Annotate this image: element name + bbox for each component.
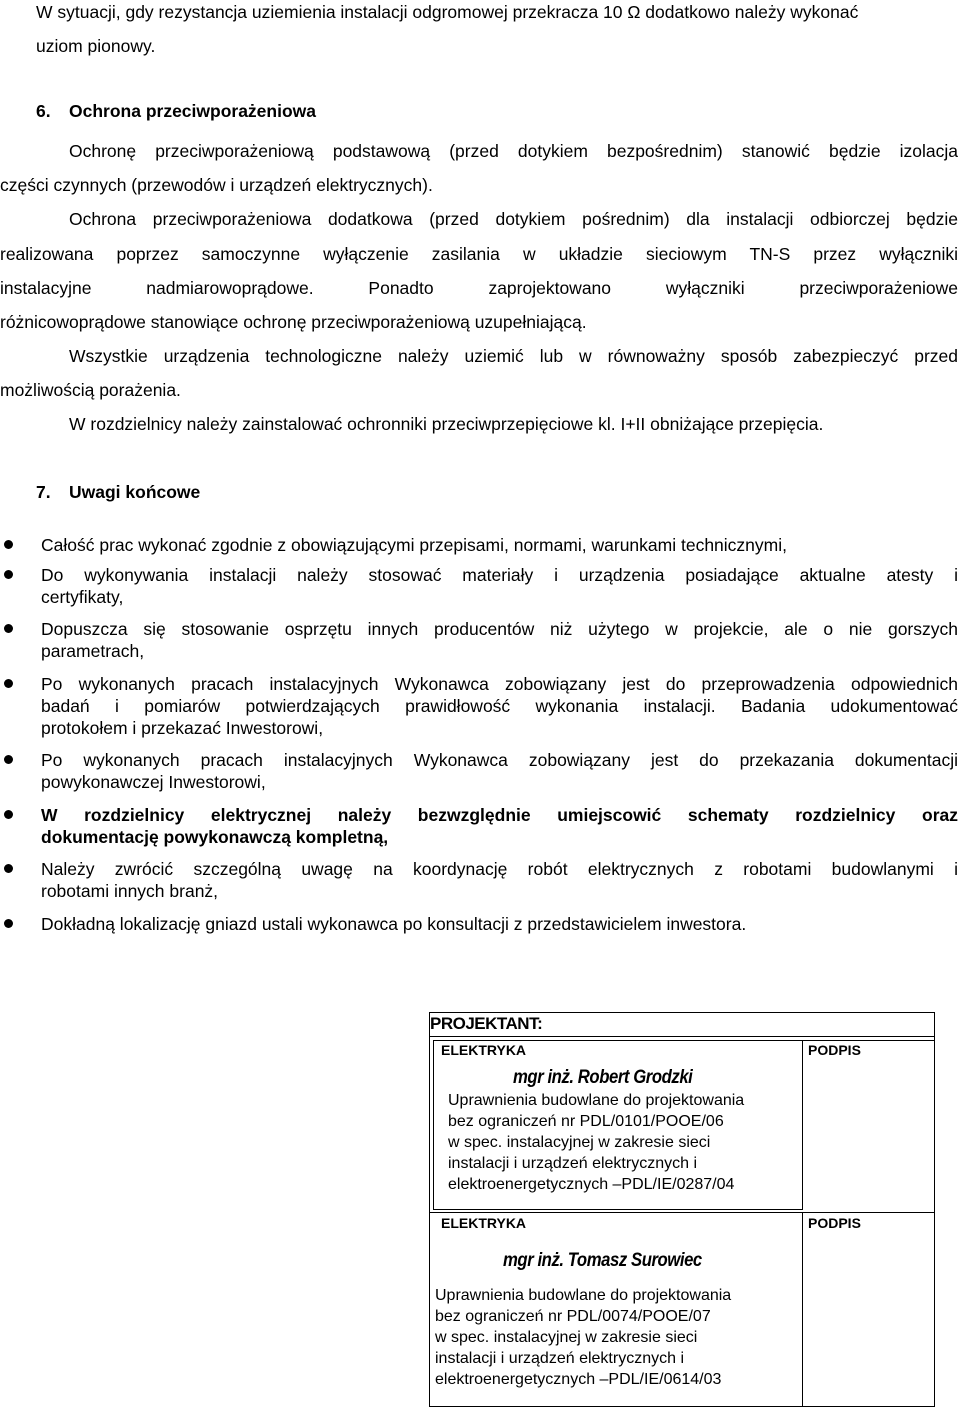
list-item-line-1: Dokładną lokalizację gniazd ustali wykonawca po konsultacji z przedstawicielem inwestora. — [41, 914, 747, 934]
list-item-line-1: Po wykonanych pracach instalacyjnych Wykonawca zobowiązany jest do przeprowadzenia odpowiednich — [41, 674, 958, 694]
intro-line-1: W sytuacji, gdy rezystancja uziemienia instalacji odgromowej przekracza 10 Ω dodatkowo należy wykonać — [36, 2, 859, 22]
list-item-line-1: Dopuszcza się stosowanie osprzętu innych producentów niż użytego w projekcie, ale o nie gorszych — [41, 619, 958, 639]
designer-name: mgr inż. Robert Grodzki — [513, 1067, 693, 1088]
bullet-icon — [4, 540, 13, 549]
sign-label: PODPIS — [808, 1042, 861, 1058]
bullet-icon — [4, 570, 13, 579]
qualification-line: elektroenergetycznych –PDL/IE/0614/03 — [435, 1371, 722, 1388]
branch-label: ELEKTRYKA — [441, 1042, 527, 1058]
qualification-line: w spec. instalacyjnej w zakresie sieci — [435, 1329, 698, 1346]
list-item-line-3: protokołem i przekazać Inwestorowi, — [41, 718, 324, 738]
header-divider — [429, 1036, 934, 1037]
s6-p2-line-3: instalacyjne nadmiarowoprądowe. Ponadto zaprojektowano wyłączniki przeciwporażeniowe — [0, 278, 958, 298]
bullet-icon — [4, 624, 13, 633]
bullet-icon — [4, 755, 13, 764]
qualifications — [448, 1090, 744, 1195]
s6-p2-line-4: różnicowoprądowe stanowiące ochronę przeciwporażeniową uzupełniającą. — [0, 312, 587, 332]
list-item-line-2: powykonawczej Inwestorowi, — [41, 772, 266, 792]
list-item-line-1: Po wykonanych pracach instalacyjnych Wykonawca zobowiązany jest do przekazania dokumentacji — [41, 750, 958, 770]
s6-p2-line-1: Ochrona przeciwporażeniowa dodatkowa (przed dotykiem pośrednim) dla instalacji odbiorczej będzie — [69, 209, 958, 229]
section-7-title: Uwagi końcowe — [69, 482, 201, 502]
bullet-icon — [4, 864, 13, 873]
qualification-line: Uprawnienia budowlane do projektowania — [435, 1287, 732, 1304]
qualification-line: instalacji i urządzeń elektrycznych i — [435, 1350, 684, 1367]
qualification-line: w spec. instalacyjnej w zakresie sieci — [448, 1134, 711, 1151]
list-item-line-2: badań i pomiarów potwierdzających prawidłowość wykonania instalacji. Badania udokumentować — [41, 696, 958, 716]
intro-line-2: uziom pionowy. — [36, 36, 156, 56]
bullet-icon — [4, 810, 13, 819]
bullet-icon — [4, 679, 13, 688]
list-item-line-1: Należy zwrócić szczególną uwagę na koordynację robót elektrycznych z robotami budowlanymi i — [41, 859, 958, 879]
qualifications — [435, 1285, 731, 1390]
s6-p3-line-1: Wszystkie urządzenia technologiczne należy uziemić lub w równoważny sposób zabezpieczyć przed — [69, 346, 958, 366]
bullet-icon — [4, 919, 13, 928]
qualification-line: instalacji i urządzeń elektrycznych i — [448, 1155, 697, 1172]
list-item-line-1: Całość prac wykonać zgodnie z obowiązującymi przepisami, normami, warunkami technicznymi, — [41, 535, 787, 555]
s6-p3-line-2: możliwością porażenia. — [0, 380, 181, 400]
s6-p4: W rozdzielnicy należy zainstalować ochronniki przeciwprzepięciowe kl. I+II obniżające przepięcia. — [69, 414, 824, 434]
s6-p1-line-2: części czynnych (przewodów i urządzeń elektrycznych). — [0, 175, 433, 195]
qualification-line: bez ograniczeń nr PDL/0101/POOE/06 — [448, 1113, 724, 1130]
qualification-line: Uprawnienia budowlane do projektowania — [448, 1092, 745, 1109]
qualification-line: bez ograniczeń nr PDL/0074/POOE/07 — [435, 1308, 711, 1325]
list-item-line-1: W rozdzielnicy elektrycznej należy bezwzględnie umiejscowić schematy rozdzielnicy oraz — [41, 805, 958, 825]
sign-cell-divider — [802, 1040, 934, 1041]
branch-label: ELEKTRYKA — [441, 1215, 527, 1231]
list-item-line-2: certyfikaty, — [41, 587, 124, 607]
designer-name: mgr inż. Tomasz Surowiec — [503, 1250, 702, 1271]
qualification-line: elektroenergetycznych –PDL/IE/0287/04 — [448, 1176, 735, 1193]
list-item-line-1: Do wykonywania instalacji należy stosować materiały i urządzenia posiadające aktualne atesty i — [41, 565, 958, 585]
sign-label: PODPIS — [808, 1215, 861, 1231]
designer-header: PROJEKTANT: — [430, 1014, 543, 1033]
sign-cell-divider — [802, 1212, 934, 1213]
s6-p1-line-1: Ochronę przeciwporażeniową podstawową (przed dotykiem bezpośrednim) stanowić będzie izolacja — [69, 141, 958, 161]
list-item-line-2: parametrach, — [41, 641, 145, 661]
section-7-number: 7. — [36, 482, 51, 502]
list-item-line-2: robotami innych branż, — [41, 881, 219, 901]
section-6-title: Ochrona przeciwporażeniowa — [69, 101, 316, 121]
section-6-number: 6. — [36, 101, 51, 121]
s6-p2-line-2: realizowana poprzez samoczynne wyłączenie zasilania w układzie sieciowym TN-S przez wyłączniki — [0, 244, 958, 264]
list-item-line-2: dokumentację powykonawczą kompletną, — [41, 827, 389, 847]
